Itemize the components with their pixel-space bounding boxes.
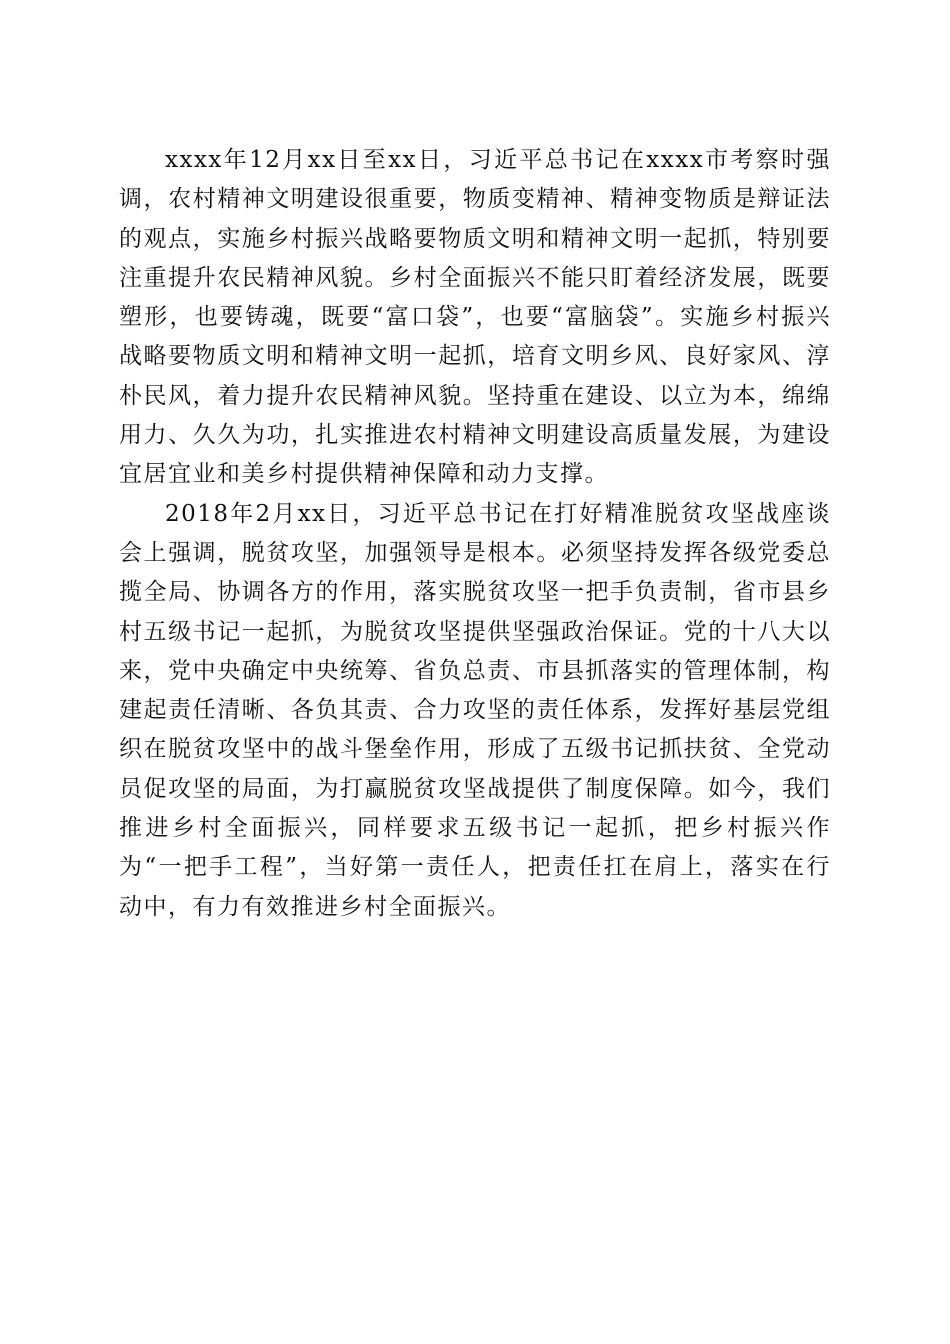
paragraph: xxxx年12月xx日至xx日，习近平总书记在xxxx市考察时强调，农村精神文明建设很重要，物质变精神、精神变物质是辩证法的观点，实施乡村振兴战略要物质文明和精神文明一起抓，特别要注重提升农民精神风貌。乡村全面振兴不能只盯着经济发展，既要塑形，也要铸魂，既要“富口袋”，也要“富脑袋”。实施乡村振兴战略要物质文明和精神文明一起抓，培育文明乡风、良好家风、淳朴民风，着力提升农民精神风貌。坚持重在建设、以立为本，绵绵用力、久久为功，扎实推进农村精神文明建设高质量发展，为建设宜居宜业和美乡村提供精神保障和动力支撑。 [119,147,831,488]
paragraph: 2018年2月xx日，习近平总书记在打好精准脱贫攻坚战座谈会上强调，脱贫攻坚，加强领导是根本。必须坚持发挥各级党委总揽全局、协调各方的作用，落实脱贫攻坚一把手负责制，省市县乡村五级书记一起抓，为脱贫攻坚提供坚强政治保证。党的十八大以来，党中央确定中央统筹、省负总责、市县抓落实的管理体制，构建起责任清晰、各负其责、合力攻坚的责任体系，发挥好基层党组织在脱贫攻坚中的战斗堡垒作用，形成了五级书记抓扶贫、全党动员促攻坚的局面，为打赢脱贫攻坚战提供了制度保障。如今，我们推进乡村全面振兴，同样要求五级书记一起抓，把乡村振兴作为“一把手工程”，当好第一责任人，把责任扛在肩上，落实在行动中，有力有效推进乡村全面振兴。 [119,500,831,920]
document-body [119,141,831,927]
